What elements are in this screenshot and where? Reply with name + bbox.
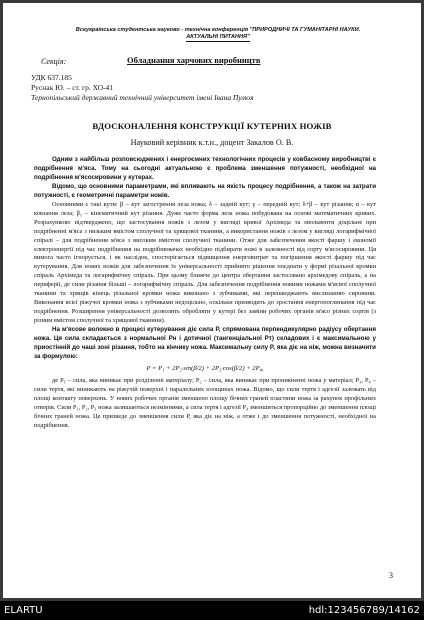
force-formula: P = P₁ + 2P₂·sin(β/2) + 2P₃·cos(β/2) + 2P₄, — [146, 364, 264, 372]
supervisor: Науковий керівник к.т.н., доцент Закалов О. В. — [130, 138, 294, 147]
section-title: Обладнання харчових виробництв — [127, 55, 261, 65]
document-page — [3, 3, 421, 598]
article-body — [34, 156, 376, 431]
paragraph-angles: Основними є такі кути: β – кут загострення леза ножа; δ – задній кут; γ – передній кут; δ+β – кут різання; α – кут ковзання леза; β₁ – кінематичний кут різання. Дуже часто форма леза ножа побудована на основі математичних кривих. Розрахунково підтверджено, що застосування ножів з лезом у вигляді кривої Архімеда та евольвенти доцільне при подрібненні м'яса з низьким вмістом сполучної та хрящової тканини, а використання ножів з лезом у вигляді логарифмічної спіралі – для подрібнення м'яса з високим вмістом сполучної тканини. Отже для забезпечення якості фаршу і економії електроенергії під час подрібнення на подрібнювачах необхідно підбирати ножі в залежності від сорту м'ясосировини. Ця вимога часто ігнорується, і як наслідок, спостерігається підвищення енерговитрат та погіршення якості фаршу під час кутерування. Для нових ножів для забезпечення їх універсальності прийнято рішення поєднати у формі різальної кромки спіраль Архімеда та логарифмічну спіраль. При цьому ближче до центра обертання застосовано архімедову спіраль, а на периферії, де сили різання більші – логарифмічну спіраль. Для забезпечення подрібнення новими ножами м'ясної сполучної тканини та хрящів кінець різальної кромки ножа виконано з зубчиками, які перешкоджають вислизанню сировини. Виконання всієї ріжучої кромки ножа з зубчиками недоцільно, оскільки призводить до зростання енергопоглинання під час подрібнення. Розширення універсальності дозволить обробляти у кутері без заміни робочих органів м'ясо різних сортів (з різним вмістом сполучної та хрящової тканини). — [34, 200, 376, 325]
paragraph-formula-explanation: де P₁ – сила, яка виникає при розділенні матеріалу; P₂ – сила, яка виникає при проникненні ножа у матеріал; P₃, P₄ – сили тертя, які виникають на ріжучій поверхні і паралельних площинах ножа. Відомо, що сили тертя і адгезії залежать від площі контакту поверхонь. У нових робочих органів зменшено площу бічних граней пластини ножа за рахунок профільних отворів. Сили P₁, P₂, P₃ ножа залишаються незмінними, а сила тертя і адгезії P₄ зменшиться пропорційно до зменшення площі бічних граней ножа. Це призведе до зменшення сили P, яка діє на ніж, а отже і до зменшення потужності, необхідної на подрібнення. — [34, 376, 376, 429]
article-title: ВДОСКОНАЛЕННЯ КОНСТРУКЦІЇ КУТЕРНИХ НОЖІВ — [92, 121, 332, 131]
udk-code: УДК 637.185 — [31, 73, 72, 82]
paragraph-intro: Одним з найбільш розповсюджених і енергоємних технологічних процесів у ковбасному виробництві є подрібнення м'яса. Тому на сьогодні актуальною є проблема зменшення потужності, необхідної на подрібнення м'ясосировини у кутерах. — [34, 156, 376, 181]
section-label: Секція: — [41, 57, 67, 66]
paragraph-force: На м'ясове волокно в процесі кутерування діє сила P, спрямована перпендикулярно радіусу обертання ножа. Ця сила складається з нормальної Pн і дотичної (тангенціальної Pт) складових і є максимальною у приостінній до чаші зоні різання, тобто на кінчику ножа. Максимальну силу P, яка діє на ніж, можна визначити за формулою: — [34, 326, 376, 360]
conference-header — [43, 27, 393, 42]
status-bar — [0, 601, 424, 620]
conference-line-2: АКТУАЛЬНІ ПИТАННЯ" — [186, 34, 250, 40]
handle-identifier: hdl:123456789/14162 — [308, 605, 420, 616]
conference-line-1: Всеукраїнська студентська науково - технічна конференція "ПРИРОДНИЧІ ТА ГУМАНІТАРНІ НАУКИ. — [75, 27, 361, 33]
page-number: 3 — [389, 571, 393, 580]
repository-name: ELARTU — [4, 605, 43, 616]
university: Тернопільський державний технічний університет імені Івана Пулюя — [31, 93, 254, 102]
author: Руснак Ю. – ст. гр. ХО-41 — [31, 83, 114, 92]
paragraph-parameters: Відомо, що основними параметрами, які впливають на якість процесу подрібнення, а також на затрати потужності, є геометричні параметри ножів. — [34, 182, 376, 199]
